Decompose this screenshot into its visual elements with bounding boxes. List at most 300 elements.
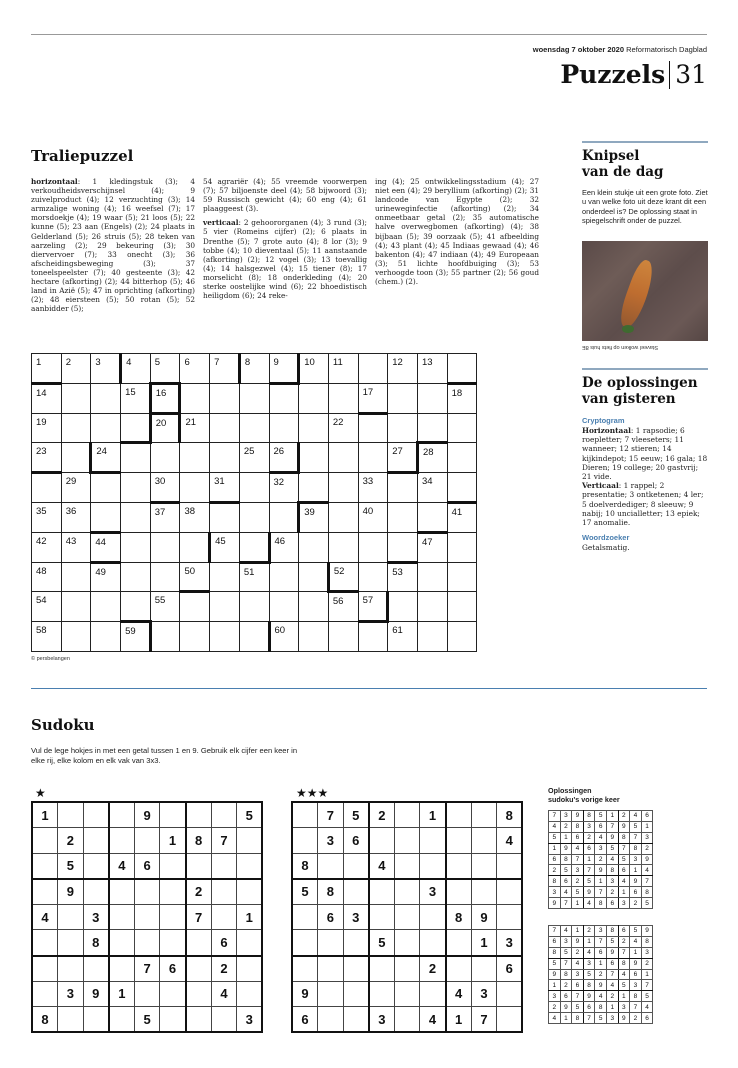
sudoku-cell[interactable] xyxy=(58,802,84,828)
sudoku-cell[interactable]: 1 xyxy=(160,828,186,854)
sudoku-cell[interactable] xyxy=(134,930,160,956)
tralie-cell[interactable] xyxy=(61,443,91,473)
sudoku-cell[interactable] xyxy=(394,904,420,930)
tralie-cell[interactable] xyxy=(91,592,121,622)
tralie-cell[interactable]: 19 xyxy=(32,413,62,443)
sudoku-cell[interactable] xyxy=(58,956,84,982)
sudoku-cell[interactable]: 3 xyxy=(343,904,369,930)
sudoku-cell[interactable] xyxy=(394,879,420,905)
tralie-cell[interactable] xyxy=(328,383,358,413)
tralie-cell[interactable] xyxy=(299,622,329,652)
tralie-cell[interactable]: 46 xyxy=(269,532,299,562)
sudoku-cell[interactable] xyxy=(186,981,212,1007)
sudoku-cell[interactable]: 1 xyxy=(32,802,58,828)
sudoku-cell[interactable] xyxy=(109,828,135,854)
tralie-cell[interactable]: 50 xyxy=(180,562,210,592)
sudoku-cell[interactable] xyxy=(446,802,472,828)
sudoku-cell[interactable] xyxy=(471,956,497,982)
tralie-cell[interactable] xyxy=(210,622,240,652)
sudoku-cell[interactable]: 5 xyxy=(134,1007,160,1033)
tralie-cell[interactable] xyxy=(328,532,358,562)
tralie-cell[interactable] xyxy=(239,413,269,443)
tralie-cell[interactable]: 31 xyxy=(210,473,240,503)
tralie-cell[interactable] xyxy=(150,562,180,592)
tralie-cell[interactable]: 24 xyxy=(91,443,121,473)
tralie-cell[interactable] xyxy=(447,354,477,384)
sudoku-cell[interactable]: 6 xyxy=(211,930,237,956)
sudoku-cell[interactable] xyxy=(211,879,237,905)
sudoku-cell[interactable]: 5 xyxy=(237,802,263,828)
sudoku-cell[interactable] xyxy=(186,1007,212,1033)
tralie-cell[interactable]: 26 xyxy=(269,443,299,473)
tralie-cell[interactable] xyxy=(121,592,151,622)
tralie-cell[interactable] xyxy=(447,443,477,473)
sudoku-cell[interactable] xyxy=(134,828,160,854)
tralie-cell[interactable]: 29 xyxy=(61,473,91,503)
tralie-cell[interactable]: 25 xyxy=(239,443,269,473)
tralie-cell[interactable] xyxy=(180,443,210,473)
tralie-cell[interactable] xyxy=(447,562,477,592)
tralie-cell[interactable]: 10 xyxy=(299,354,329,384)
tralie-cell[interactable] xyxy=(328,502,358,532)
tralie-cell[interactable] xyxy=(180,592,210,622)
sudoku-cell[interactable] xyxy=(343,879,369,905)
sudoku-cell[interactable] xyxy=(318,1007,344,1033)
sudoku-cell[interactable] xyxy=(32,956,58,982)
sudoku-cell[interactable] xyxy=(446,828,472,854)
tralie-cell[interactable] xyxy=(417,562,447,592)
sudoku-cell[interactable] xyxy=(186,802,212,828)
sudoku-cell[interactable]: 6 xyxy=(497,956,523,982)
sudoku-cell[interactable] xyxy=(211,1007,237,1033)
tralie-cell[interactable] xyxy=(358,443,388,473)
tralie-cell[interactable] xyxy=(180,473,210,503)
sudoku-cell[interactable] xyxy=(83,956,109,982)
tralie-cell[interactable] xyxy=(417,383,447,413)
tralie-cell[interactable] xyxy=(239,383,269,413)
tralie-cell[interactable] xyxy=(61,413,91,443)
tralie-cell[interactable]: 20 xyxy=(150,413,180,443)
traliepuzzel-grid[interactable] xyxy=(31,353,477,652)
tralie-cell[interactable]: 2 xyxy=(61,354,91,384)
sudoku-cell[interactable]: 7 xyxy=(471,1007,497,1033)
tralie-cell[interactable] xyxy=(239,622,269,652)
tralie-cell[interactable] xyxy=(121,473,151,503)
sudoku-cell[interactable] xyxy=(109,904,135,930)
tralie-cell[interactable]: 43 xyxy=(61,532,91,562)
tralie-cell[interactable]: 45 xyxy=(210,532,240,562)
sudoku-cell[interactable] xyxy=(497,879,523,905)
tralie-cell[interactable] xyxy=(121,532,151,562)
tralie-cell[interactable]: 5 xyxy=(150,354,180,384)
sudoku-cell[interactable]: 8 xyxy=(292,853,318,879)
sudoku-cell[interactable] xyxy=(109,930,135,956)
sudoku-cell[interactable] xyxy=(446,956,472,982)
sudoku-cell[interactable] xyxy=(134,904,160,930)
sudoku-cell[interactable]: 4 xyxy=(211,981,237,1007)
sudoku-cell[interactable] xyxy=(32,930,58,956)
sudoku-cell[interactable] xyxy=(134,879,160,905)
sudoku-cell[interactable] xyxy=(109,802,135,828)
tralie-cell[interactable]: 57 xyxy=(358,592,388,622)
sudoku-cell[interactable] xyxy=(497,904,523,930)
tralie-cell[interactable]: 54 xyxy=(32,592,62,622)
sudoku-cell[interactable] xyxy=(394,1007,420,1033)
sudoku-cell[interactable]: 1 xyxy=(109,981,135,1007)
sudoku-cell[interactable]: 2 xyxy=(211,956,237,982)
tralie-cell[interactable] xyxy=(269,383,299,413)
tralie-cell[interactable] xyxy=(180,622,210,652)
sudoku-cell[interactable]: 6 xyxy=(343,828,369,854)
tralie-cell[interactable] xyxy=(388,413,418,443)
sudoku-cell[interactable] xyxy=(343,853,369,879)
sudoku-cell[interactable] xyxy=(83,879,109,905)
sudoku-cell[interactable]: 3 xyxy=(318,828,344,854)
tralie-cell[interactable] xyxy=(210,502,240,532)
sudoku-cell[interactable] xyxy=(369,904,395,930)
sudoku-cell[interactable]: 5 xyxy=(292,879,318,905)
sudoku-cell[interactable] xyxy=(369,828,395,854)
tralie-cell[interactable] xyxy=(210,592,240,622)
tralie-cell[interactable]: 23 xyxy=(32,443,62,473)
tralie-cell[interactable] xyxy=(417,592,447,622)
tralie-cell[interactable] xyxy=(121,562,151,592)
tralie-cell[interactable] xyxy=(358,622,388,652)
sudoku-cell[interactable] xyxy=(394,828,420,854)
sudoku-cell[interactable]: 3 xyxy=(420,879,446,905)
tralie-cell[interactable] xyxy=(299,383,329,413)
tralie-cell[interactable] xyxy=(358,413,388,443)
sudoku-cell[interactable] xyxy=(109,956,135,982)
sudoku-cell[interactable] xyxy=(446,853,472,879)
tralie-cell[interactable] xyxy=(91,502,121,532)
sudoku-cell[interactable]: 3 xyxy=(237,1007,263,1033)
sudoku-cell[interactable] xyxy=(497,853,523,879)
sudoku-cell[interactable] xyxy=(211,904,237,930)
tralie-cell[interactable] xyxy=(121,443,151,473)
tralie-cell[interactable] xyxy=(358,532,388,562)
sudoku-cell[interactable]: 8 xyxy=(318,879,344,905)
sudoku-cell[interactable] xyxy=(237,981,263,1007)
sudoku-cell[interactable]: 7 xyxy=(318,802,344,828)
sudoku-cell[interactable] xyxy=(160,904,186,930)
sudoku-cell[interactable] xyxy=(237,930,263,956)
tralie-cell[interactable] xyxy=(388,502,418,532)
sudoku-cell[interactable] xyxy=(318,981,344,1007)
tralie-cell[interactable] xyxy=(121,413,151,443)
tralie-cell[interactable] xyxy=(417,502,447,532)
sudoku-cell[interactable] xyxy=(343,1007,369,1033)
tralie-cell[interactable] xyxy=(32,473,62,503)
sudoku-cell[interactable]: 1 xyxy=(237,904,263,930)
tralie-cell[interactable]: 14 xyxy=(32,383,62,413)
tralie-cell[interactable] xyxy=(299,443,329,473)
sudoku-cell[interactable]: 9 xyxy=(134,802,160,828)
sudoku-cell[interactable]: 3 xyxy=(369,1007,395,1033)
sudoku-cell[interactable] xyxy=(343,930,369,956)
sudoku-cell[interactable]: 8 xyxy=(186,828,212,854)
tralie-cell[interactable] xyxy=(299,413,329,443)
sudoku-cell[interactable]: 6 xyxy=(134,853,160,879)
sudoku-cell[interactable] xyxy=(420,930,446,956)
sudoku-cell[interactable] xyxy=(292,802,318,828)
sudoku-cell[interactable] xyxy=(446,930,472,956)
sudoku-cell[interactable]: 4 xyxy=(446,981,472,1007)
tralie-cell[interactable]: 60 xyxy=(269,622,299,652)
tralie-cell[interactable]: 7 xyxy=(210,354,240,384)
sudoku-cell[interactable]: 5 xyxy=(369,930,395,956)
tralie-cell[interactable] xyxy=(388,473,418,503)
tralie-cell[interactable] xyxy=(269,562,299,592)
tralie-cell[interactable] xyxy=(299,592,329,622)
sudoku-cell[interactable]: 6 xyxy=(160,956,186,982)
tralie-cell[interactable]: 28 xyxy=(417,443,447,473)
tralie-cell[interactable]: 36 xyxy=(61,502,91,532)
sudoku-cell[interactable] xyxy=(292,904,318,930)
tralie-cell[interactable] xyxy=(239,502,269,532)
tralie-cell[interactable]: 59 xyxy=(121,622,151,652)
sudoku-cell[interactable]: 6 xyxy=(318,904,344,930)
tralie-cell[interactable] xyxy=(91,473,121,503)
sudoku-cell[interactable] xyxy=(160,1007,186,1033)
tralie-cell[interactable] xyxy=(299,532,329,562)
tralie-cell[interactable]: 35 xyxy=(32,502,62,532)
tralie-cell[interactable] xyxy=(210,383,240,413)
sudoku-cell[interactable]: 1 xyxy=(446,1007,472,1033)
tralie-cell[interactable] xyxy=(180,532,210,562)
sudoku-cell[interactable]: 9 xyxy=(471,904,497,930)
sudoku-cell[interactable]: 4 xyxy=(109,853,135,879)
tralie-cell[interactable] xyxy=(447,532,477,562)
sudoku-cell[interactable] xyxy=(318,930,344,956)
sudoku-cell[interactable] xyxy=(420,904,446,930)
sudoku-cell[interactable]: 4 xyxy=(369,853,395,879)
tralie-cell[interactable]: 3 xyxy=(91,354,121,384)
sudoku-cell[interactable]: 2 xyxy=(58,828,84,854)
tralie-cell[interactable]: 51 xyxy=(239,562,269,592)
sudoku-cell[interactable] xyxy=(83,1007,109,1033)
tralie-cell[interactable]: 34 xyxy=(417,473,447,503)
sudoku-cell[interactable] xyxy=(343,981,369,1007)
sudoku-cell[interactable] xyxy=(369,879,395,905)
tralie-cell[interactable] xyxy=(299,562,329,592)
sudoku-cell[interactable] xyxy=(237,879,263,905)
sudoku-cell[interactable] xyxy=(237,853,263,879)
tralie-cell[interactable]: 33 xyxy=(358,473,388,503)
sudoku-cell[interactable] xyxy=(109,1007,135,1033)
sudoku-cell[interactable] xyxy=(292,930,318,956)
sudoku-cell[interactable]: 5 xyxy=(343,802,369,828)
tralie-cell[interactable] xyxy=(210,443,240,473)
sudoku-cell[interactable] xyxy=(160,981,186,1007)
sudoku-cell[interactable]: 3 xyxy=(83,904,109,930)
sudoku-easy-grid[interactable] xyxy=(31,801,263,1033)
tralie-cell[interactable] xyxy=(269,502,299,532)
sudoku-cell[interactable]: 1 xyxy=(471,930,497,956)
tralie-cell[interactable]: 39 xyxy=(299,502,329,532)
tralie-cell[interactable] xyxy=(447,413,477,443)
sudoku-cell[interactable] xyxy=(497,981,523,1007)
sudoku-cell[interactable]: 9 xyxy=(292,981,318,1007)
sudoku-cell[interactable] xyxy=(109,879,135,905)
sudoku-cell[interactable] xyxy=(160,930,186,956)
sudoku-cell[interactable] xyxy=(318,853,344,879)
tralie-cell[interactable]: 4 xyxy=(121,354,151,384)
tralie-cell[interactable]: 38 xyxy=(180,502,210,532)
tralie-cell[interactable]: 44 xyxy=(91,532,121,562)
sudoku-cell[interactable] xyxy=(160,853,186,879)
tralie-cell[interactable]: 17 xyxy=(358,383,388,413)
tralie-cell[interactable] xyxy=(447,473,477,503)
tralie-cell[interactable]: 9 xyxy=(269,354,299,384)
tralie-cell[interactable]: 21 xyxy=(180,413,210,443)
tralie-cell[interactable]: 11 xyxy=(328,354,358,384)
sudoku-cell[interactable] xyxy=(83,802,109,828)
sudoku-cell[interactable] xyxy=(292,956,318,982)
tralie-cell[interactable] xyxy=(388,592,418,622)
sudoku-cell[interactable]: 9 xyxy=(58,879,84,905)
tralie-cell[interactable]: 48 xyxy=(32,562,62,592)
tralie-cell[interactable]: 18 xyxy=(447,383,477,413)
tralie-cell[interactable] xyxy=(269,413,299,443)
tralie-cell[interactable]: 22 xyxy=(328,413,358,443)
sudoku-cell[interactable]: 2 xyxy=(420,956,446,982)
sudoku-cell[interactable]: 3 xyxy=(58,981,84,1007)
tralie-cell[interactable] xyxy=(299,473,329,503)
sudoku-cell[interactable] xyxy=(471,828,497,854)
sudoku-cell[interactable] xyxy=(343,956,369,982)
sudoku-hard-grid[interactable] xyxy=(291,801,523,1033)
tralie-cell[interactable]: 6 xyxy=(180,354,210,384)
tralie-cell[interactable] xyxy=(447,622,477,652)
tralie-cell[interactable]: 13 xyxy=(417,354,447,384)
sudoku-cell[interactable] xyxy=(369,981,395,1007)
tralie-cell[interactable] xyxy=(328,622,358,652)
sudoku-cell[interactable] xyxy=(292,828,318,854)
tralie-cell[interactable] xyxy=(150,622,180,652)
sudoku-cell[interactable]: 8 xyxy=(32,1007,58,1033)
sudoku-cell[interactable] xyxy=(471,879,497,905)
tralie-cell[interactable]: 12 xyxy=(388,354,418,384)
tralie-cell[interactable] xyxy=(61,562,91,592)
sudoku-cell[interactable] xyxy=(471,802,497,828)
sudoku-cell[interactable] xyxy=(211,802,237,828)
tralie-cell[interactable] xyxy=(417,622,447,652)
sudoku-cell[interactable]: 7 xyxy=(211,828,237,854)
sudoku-cell[interactable] xyxy=(420,853,446,879)
tralie-cell[interactable] xyxy=(91,383,121,413)
tralie-cell[interactable]: 32 xyxy=(269,473,299,503)
sudoku-cell[interactable] xyxy=(471,853,497,879)
sudoku-cell[interactable] xyxy=(211,853,237,879)
tralie-cell[interactable] xyxy=(61,383,91,413)
tralie-cell[interactable] xyxy=(239,473,269,503)
tralie-cell[interactable]: 61 xyxy=(388,622,418,652)
sudoku-cell[interactable]: 8 xyxy=(497,802,523,828)
sudoku-cell[interactable] xyxy=(58,930,84,956)
tralie-cell[interactable]: 37 xyxy=(150,502,180,532)
sudoku-cell[interactable] xyxy=(237,956,263,982)
sudoku-cell[interactable] xyxy=(32,981,58,1007)
tralie-cell[interactable]: 30 xyxy=(150,473,180,503)
sudoku-cell[interactable] xyxy=(32,853,58,879)
sudoku-cell[interactable]: 6 xyxy=(292,1007,318,1033)
tralie-cell[interactable] xyxy=(358,562,388,592)
sudoku-cell[interactable]: 9 xyxy=(83,981,109,1007)
sudoku-cell[interactable] xyxy=(32,879,58,905)
tralie-cell[interactable] xyxy=(239,592,269,622)
sudoku-cell[interactable] xyxy=(446,879,472,905)
sudoku-cell[interactable]: 7 xyxy=(134,956,160,982)
sudoku-cell[interactable] xyxy=(83,853,109,879)
sudoku-cell[interactable]: 3 xyxy=(471,981,497,1007)
sudoku-cell[interactable] xyxy=(134,981,160,1007)
tralie-cell[interactable] xyxy=(239,532,269,562)
tralie-cell[interactable]: 1 xyxy=(32,354,62,384)
sudoku-cell[interactable] xyxy=(186,930,212,956)
tralie-cell[interactable] xyxy=(61,622,91,652)
sudoku-cell[interactable]: 4 xyxy=(497,828,523,854)
tralie-cell[interactable]: 52 xyxy=(328,562,358,592)
sudoku-cell[interactable] xyxy=(83,828,109,854)
sudoku-cell[interactable] xyxy=(32,828,58,854)
sudoku-cell[interactable]: 2 xyxy=(369,802,395,828)
sudoku-cell[interactable] xyxy=(186,853,212,879)
sudoku-cell[interactable]: 2 xyxy=(186,879,212,905)
tralie-cell[interactable]: 42 xyxy=(32,532,62,562)
tralie-cell[interactable]: 15 xyxy=(121,383,151,413)
sudoku-cell[interactable] xyxy=(394,802,420,828)
sudoku-cell[interactable] xyxy=(237,828,263,854)
sudoku-cell[interactable] xyxy=(497,1007,523,1033)
sudoku-cell[interactable]: 3 xyxy=(497,930,523,956)
sudoku-cell[interactable] xyxy=(160,802,186,828)
sudoku-cell[interactable] xyxy=(394,981,420,1007)
sudoku-cell[interactable] xyxy=(394,930,420,956)
tralie-cell[interactable] xyxy=(417,413,447,443)
tralie-cell[interactable]: 41 xyxy=(447,502,477,532)
tralie-cell[interactable]: 49 xyxy=(91,562,121,592)
tralie-cell[interactable] xyxy=(121,502,151,532)
sudoku-cell[interactable]: 5 xyxy=(58,853,84,879)
sudoku-cell[interactable] xyxy=(420,981,446,1007)
sudoku-cell[interactable]: 8 xyxy=(446,904,472,930)
tralie-cell[interactable]: 55 xyxy=(150,592,180,622)
sudoku-cell[interactable] xyxy=(160,879,186,905)
tralie-cell[interactable] xyxy=(91,622,121,652)
tralie-cell[interactable]: 56 xyxy=(328,592,358,622)
tralie-cell[interactable]: 16 xyxy=(150,383,180,413)
sudoku-cell[interactable]: 4 xyxy=(420,1007,446,1033)
tralie-cell[interactable]: 58 xyxy=(32,622,62,652)
sudoku-cell[interactable]: 4 xyxy=(32,904,58,930)
tralie-cell[interactable] xyxy=(328,473,358,503)
tralie-cell[interactable]: 27 xyxy=(388,443,418,473)
tralie-cell[interactable] xyxy=(328,443,358,473)
sudoku-cell[interactable] xyxy=(394,956,420,982)
tralie-cell[interactable]: 53 xyxy=(388,562,418,592)
tralie-cell[interactable] xyxy=(150,532,180,562)
sudoku-cell[interactable] xyxy=(394,853,420,879)
tralie-cell[interactable] xyxy=(150,443,180,473)
tralie-cell[interactable] xyxy=(210,562,240,592)
tralie-cell[interactable]: 47 xyxy=(417,532,447,562)
tralie-cell[interactable]: 40 xyxy=(358,502,388,532)
tralie-cell[interactable]: 8 xyxy=(239,354,269,384)
tralie-cell[interactable] xyxy=(210,413,240,443)
sudoku-cell[interactable] xyxy=(58,1007,84,1033)
tralie-cell[interactable] xyxy=(388,383,418,413)
